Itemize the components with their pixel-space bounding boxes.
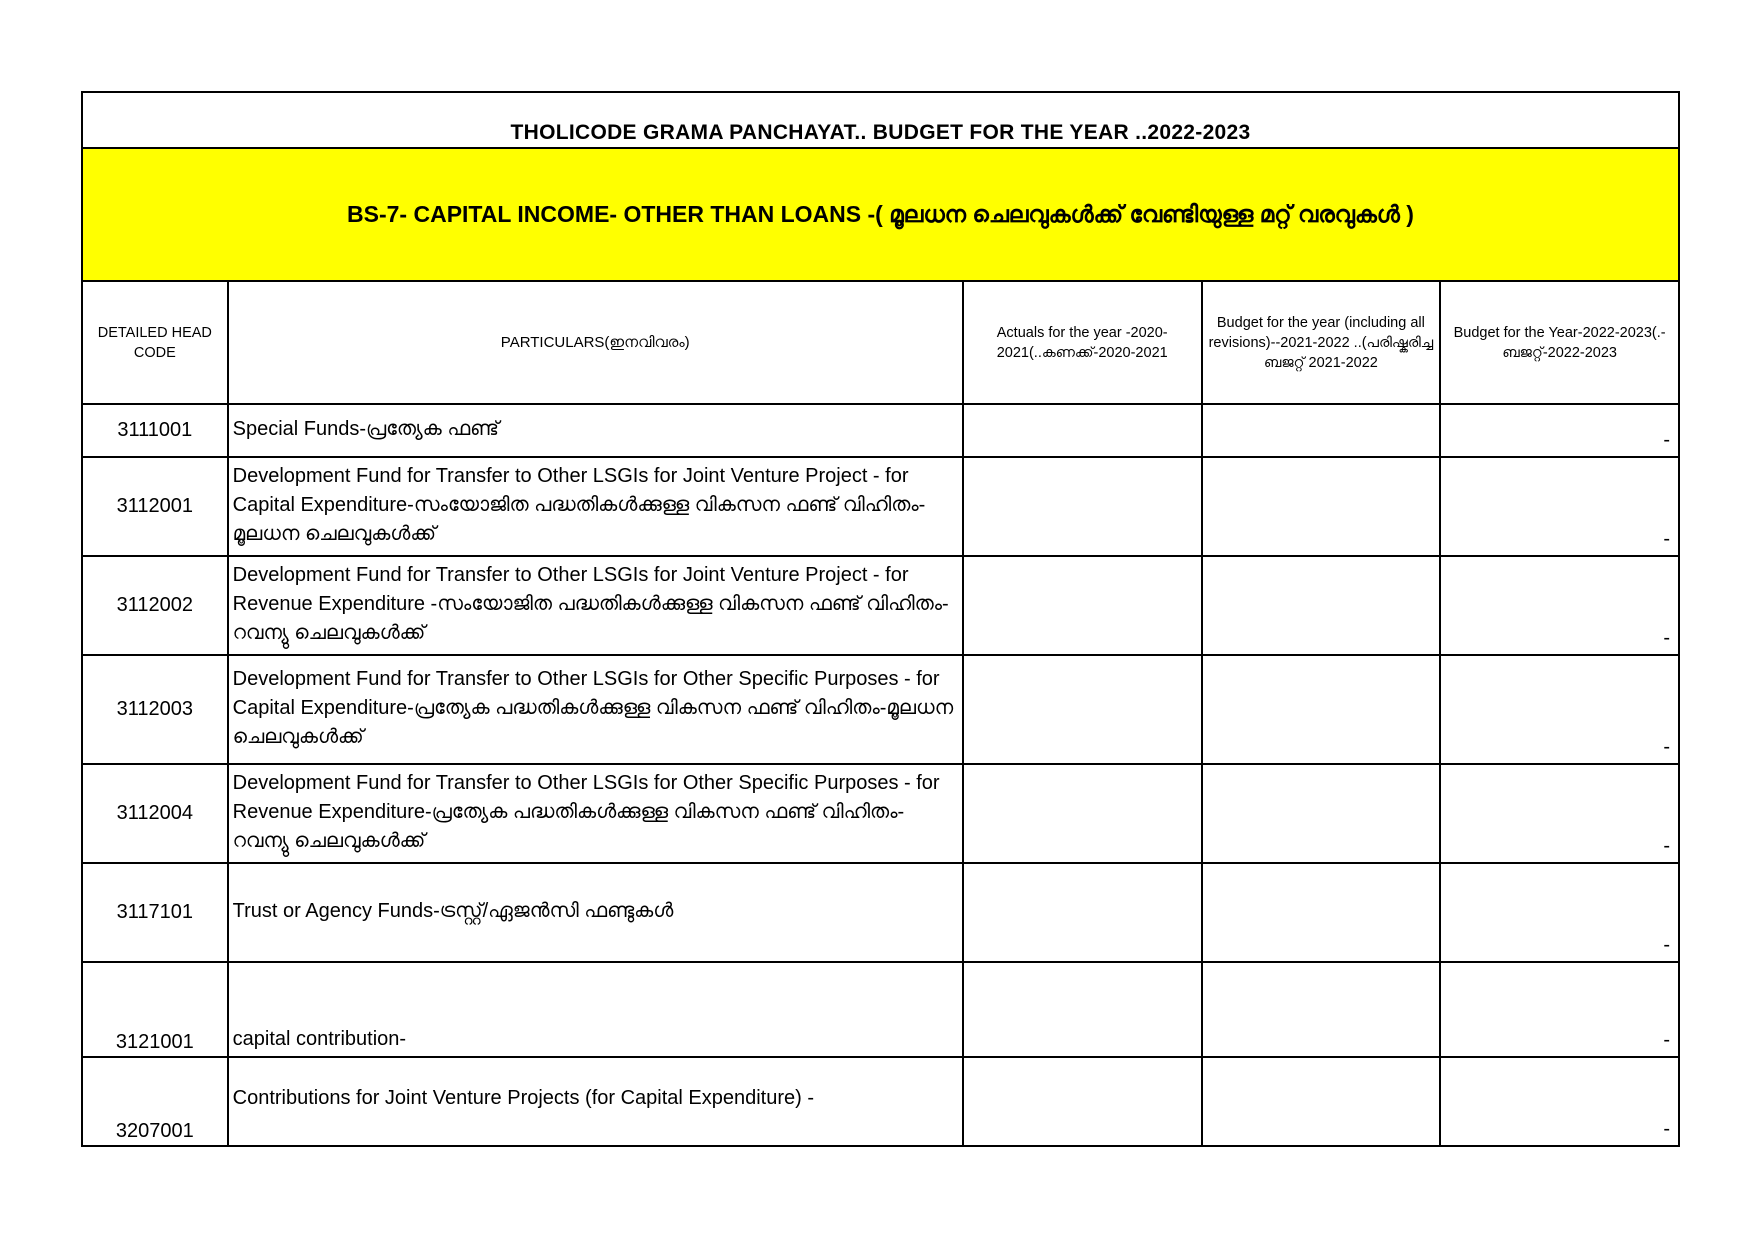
budget-value: - xyxy=(1440,457,1679,556)
revised-value xyxy=(1202,556,1441,655)
actuals-value xyxy=(963,556,1202,655)
budget-value: - xyxy=(1440,404,1679,457)
header-particulars: PARTICULARS(ഇനവിവരം) xyxy=(228,281,963,404)
table-row xyxy=(82,404,1679,457)
budget-value: - xyxy=(1440,962,1679,1057)
particulars: Development Fund for Transfer to Other LSGIs for Joint Venture Project - for Revenue Expenditure -സംയോജിത പദ്ധതികൾക്കുള്ള വികസന ഫണ്ട് വിഹിതം-റവന്യു ചെലവുകൾക്ക് xyxy=(228,556,963,655)
subtitle-row xyxy=(82,148,1679,281)
budget-table xyxy=(81,91,1680,1147)
table-row xyxy=(82,764,1679,863)
head-code: 3111001 xyxy=(82,404,228,457)
revised-value xyxy=(1202,457,1441,556)
table-row xyxy=(82,556,1679,655)
actuals-value xyxy=(963,1057,1202,1146)
actuals-value xyxy=(963,655,1202,764)
budget-value: - xyxy=(1440,655,1679,764)
actuals-value xyxy=(963,962,1202,1057)
actuals-value xyxy=(963,457,1202,556)
budget-value: - xyxy=(1440,764,1679,863)
table-row xyxy=(82,962,1679,1057)
actuals-value xyxy=(963,863,1202,962)
particulars: Trust or Agency Funds-ട്രസ്റ്റ്/ഏജൻസി ഫണ്ടുകൾ xyxy=(228,863,963,962)
revised-value xyxy=(1202,962,1441,1057)
actuals-value xyxy=(963,404,1202,457)
page-title: THOLICODE GRAMA PANCHAYAT.. BUDGET FOR THE YEAR ..2022-2023 xyxy=(82,92,1679,148)
header-budget-revised: Budget for the year (including all revisions)--2021-2022 ..(പരിഷ്കരിച്ച ബജറ്റ് 2021-2022 xyxy=(1202,281,1441,404)
section-title: BS-7- CAPITAL INCOME- OTHER THAN LOANS -( മൂലധന ചെലവുകൾക്ക് വേണ്ടിയുള്ള മറ്റ് വരവുകൾ ) xyxy=(82,148,1679,281)
head-code: 3117101 xyxy=(82,863,228,962)
budget-value: - xyxy=(1440,1057,1679,1146)
title-row xyxy=(82,92,1679,148)
actuals-value xyxy=(963,764,1202,863)
particulars: Contributions for Joint Venture Projects (for Capital Expenditure) - xyxy=(228,1057,963,1146)
particulars: Development Fund for Transfer to Other LSGIs for Other Specific Purposes - for Revenue Expenditure-പ്രത്യേക പദ്ധതികൾക്കുള്ള വികസന ഫണ്ട് വിഹിതം-റവന്യു ചെലവുകൾക്ക് xyxy=(228,764,963,863)
head-code: 3121001 xyxy=(82,962,228,1057)
particulars: Special Funds-പ്രത്യേക ഫണ്ട് xyxy=(228,404,963,457)
budget-value: - xyxy=(1440,556,1679,655)
table-row xyxy=(82,863,1679,962)
revised-value xyxy=(1202,404,1441,457)
header-budget-new: Budget for the Year-2022-2023(.-ബജറ്റ്-2022-2023 xyxy=(1440,281,1679,404)
header-row xyxy=(82,281,1679,404)
revised-value xyxy=(1202,863,1441,962)
head-code: 3207001 xyxy=(82,1057,228,1146)
table-row xyxy=(82,1057,1679,1146)
head-code: 3112002 xyxy=(82,556,228,655)
particulars: Development Fund for Transfer to Other LSGIs for Joint Venture Project - for Capital Expenditure-സംയോജിത പദ്ധതികൾക്കുള്ള വികസന ഫണ്ട് വിഹിതം-മൂലധന ചെലവുകൾക്ക് xyxy=(228,457,963,556)
revised-value xyxy=(1202,1057,1441,1146)
header-actuals: Actuals for the year -2020-2021(..കണക്ക്-2020-2021 xyxy=(963,281,1202,404)
revised-value xyxy=(1202,764,1441,863)
budget-value: - xyxy=(1440,863,1679,962)
head-code: 3112001 xyxy=(82,457,228,556)
revised-value xyxy=(1202,655,1441,764)
head-code: 3112004 xyxy=(82,764,228,863)
table-row xyxy=(82,655,1679,764)
header-code: DETAILED HEAD CODE xyxy=(82,281,228,404)
table-row xyxy=(82,457,1679,556)
head-code: 3112003 xyxy=(82,655,228,764)
particulars: capital contribution- xyxy=(228,962,963,1057)
particulars: Development Fund for Transfer to Other LSGIs for Other Specific Purposes - for Capital Expenditure-പ്രത്യേക പദ്ധതികൾക്കുള്ള വികസന ഫണ്ട് വിഹിതം-മൂലധന ചെലവുകൾക്ക് xyxy=(228,655,963,764)
